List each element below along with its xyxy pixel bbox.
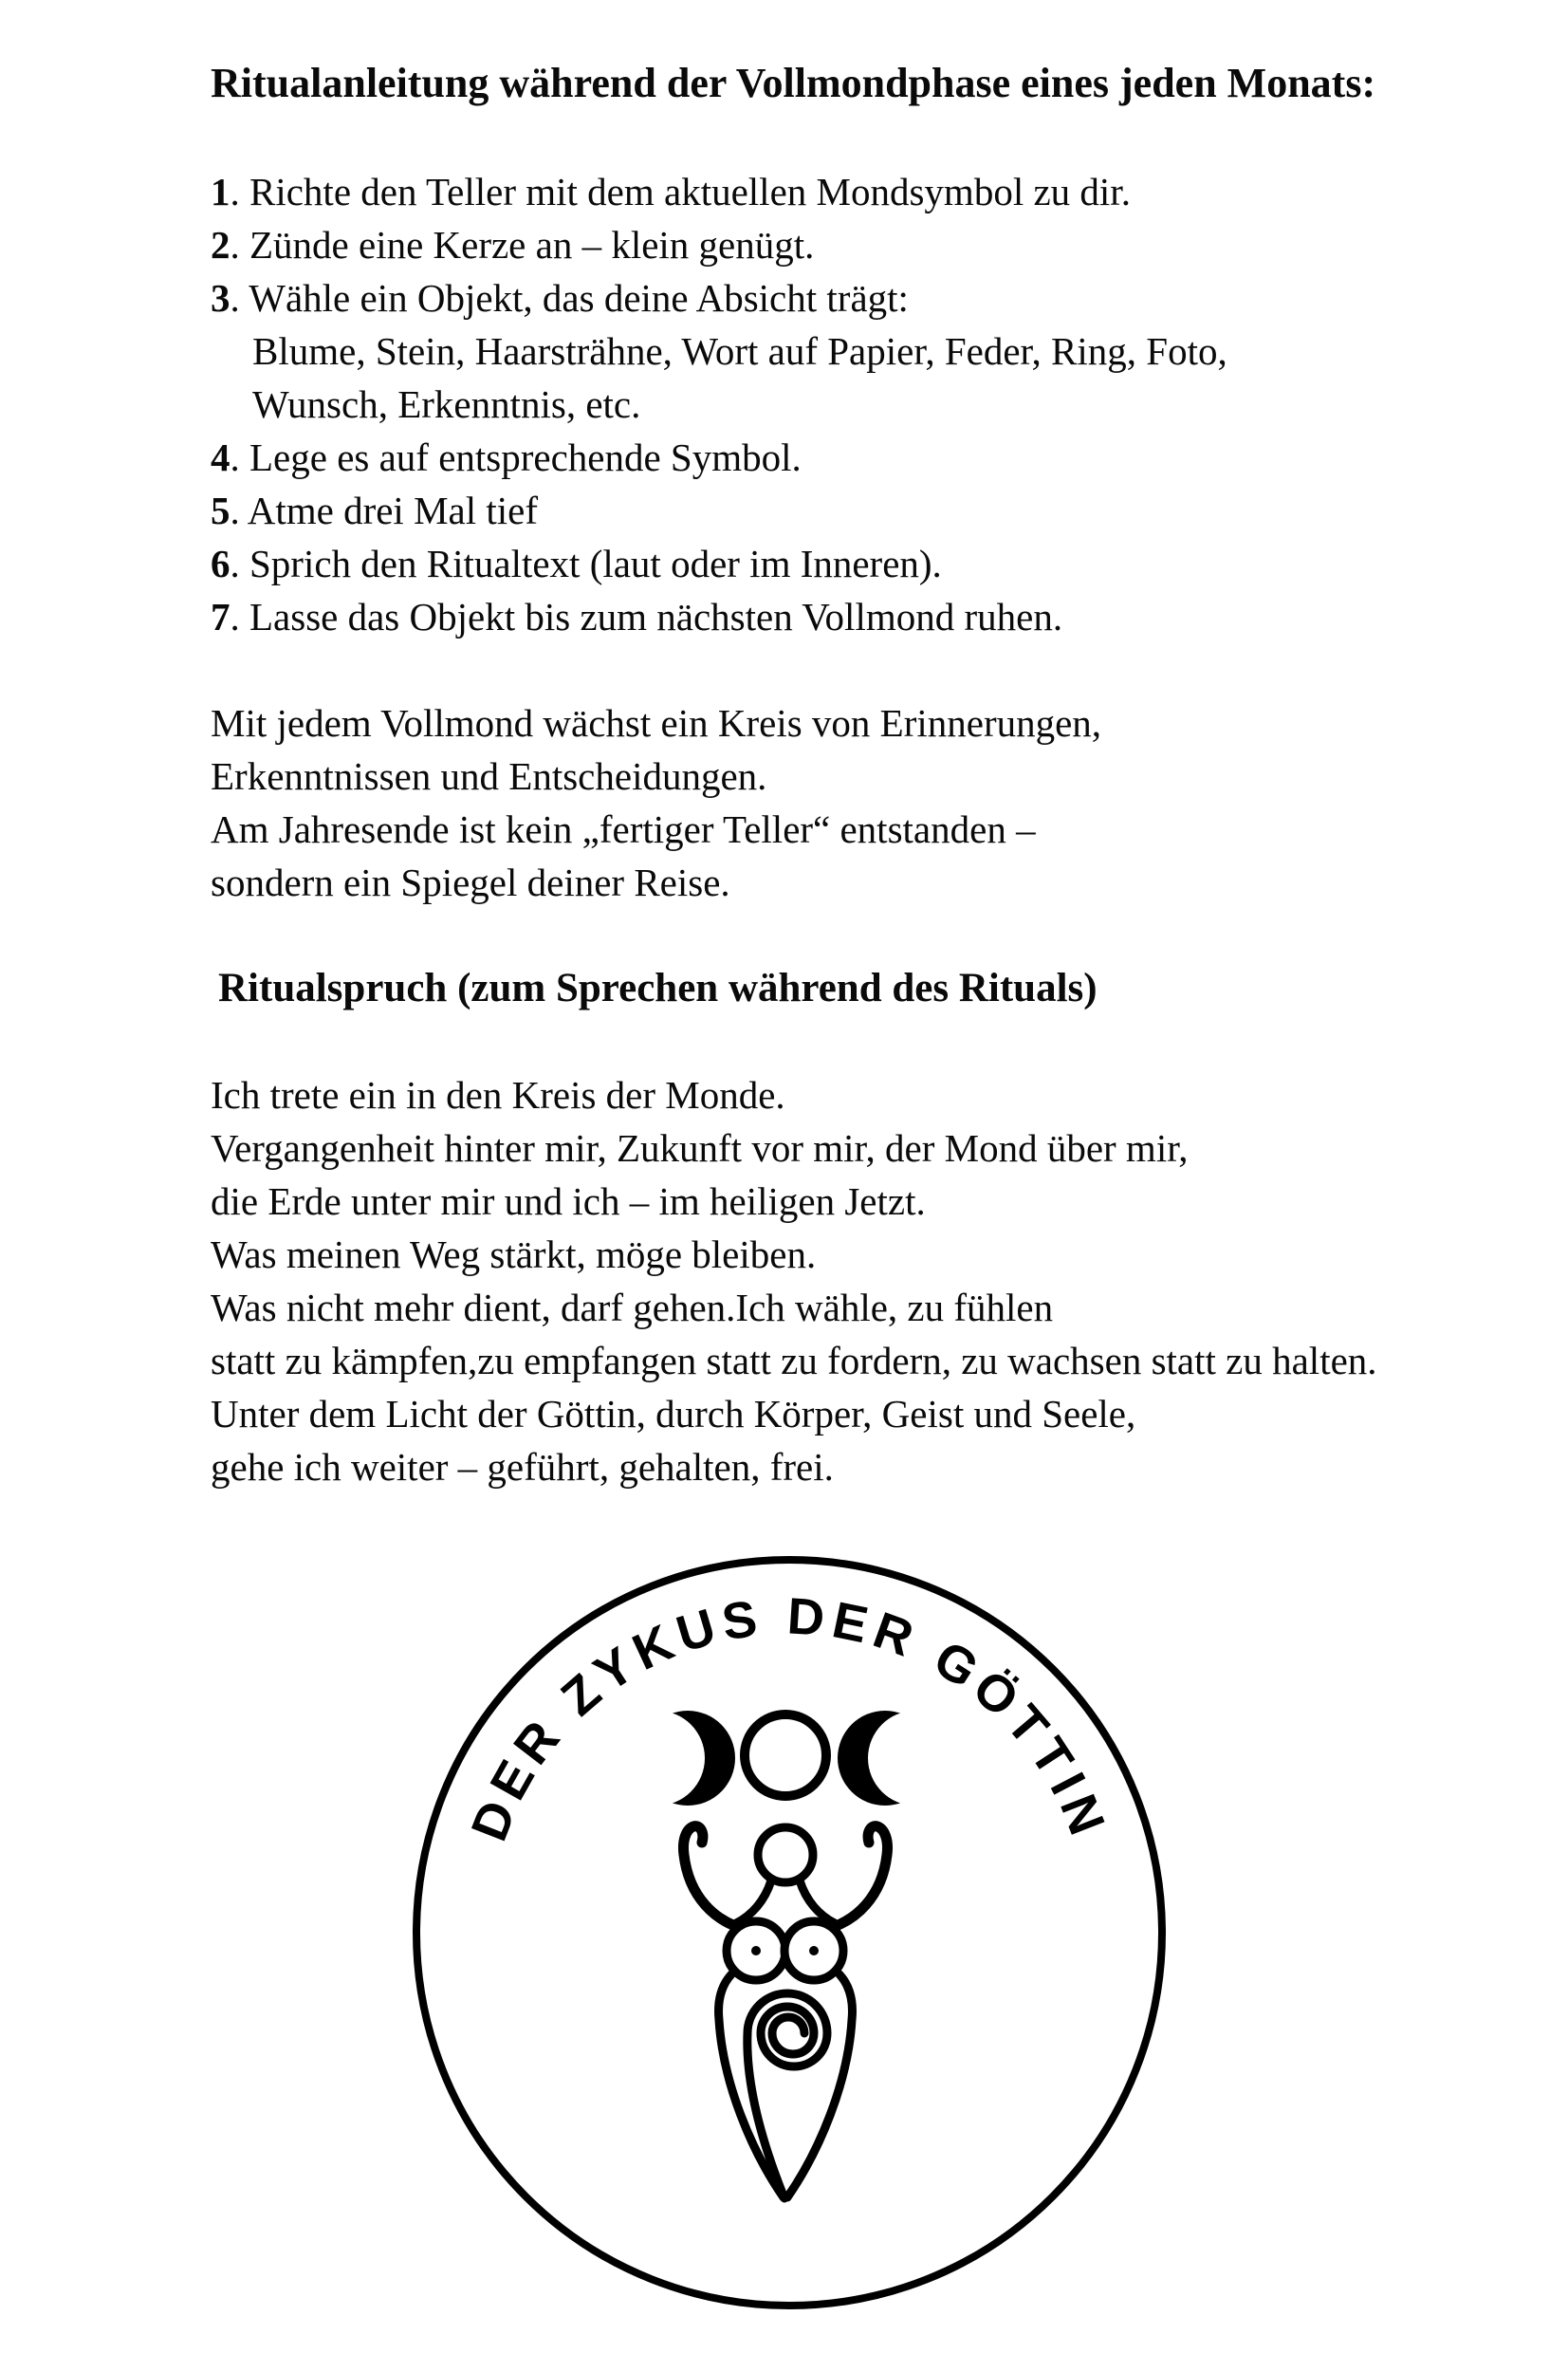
step-number: 6 bbox=[211, 542, 231, 585]
step-line bbox=[211, 271, 1227, 324]
step-line bbox=[211, 590, 1227, 643]
full-moon-icon bbox=[745, 1714, 826, 1796]
waning-crescent-icon bbox=[838, 1711, 963, 1806]
step-text: . Sprich den Ritualtext (laut oder im Inneren). bbox=[230, 542, 942, 585]
paragraph-line: sondern ein Spiegel deiner Reise. bbox=[211, 861, 730, 904]
step-number: 5 bbox=[211, 489, 231, 532]
verse-line: Was meinen Weg stärkt, möge bleiben. bbox=[211, 1232, 817, 1276]
step-text: . Atme drei Mal tief bbox=[230, 489, 538, 532]
goddess-cycle-logo-svg bbox=[408, 1551, 1176, 2320]
step-line bbox=[211, 484, 1227, 537]
step-continuation-line: Wunsch, Erkenntnis, etc. bbox=[252, 382, 641, 426]
goddess-right-arm bbox=[820, 1826, 888, 1931]
verse-line: Was nicht mehr dient, darf gehen.Ich wähle, zu fühlen bbox=[211, 1286, 1054, 1329]
logo-arc-text: DER ZYKUS DER GÖTTIN bbox=[460, 1587, 1118, 1849]
step-text: . Lege es auf entsprechende Symbol. bbox=[230, 435, 802, 479]
verse-line: Ich trete ein in den Kreis der Monde. bbox=[211, 1073, 785, 1117]
goddess-head bbox=[758, 1827, 813, 1882]
waxing-crescent-icon bbox=[610, 1711, 735, 1806]
paragraph-line: Mit jedem Vollmond wächst ein Kreis von Erinnerungen, bbox=[211, 701, 1102, 745]
verse-line: Unter dem Licht der Göttin, durch Körper, Geist und Seele, bbox=[211, 1392, 1136, 1436]
goddess-belly-spiral bbox=[747, 1993, 827, 2198]
verse-line: Vergangenheit hinter mir, Zukunft vor mir, der Mond über mir, bbox=[211, 1126, 1189, 1170]
ritual-speech-heading: Ritualspruch (zum Sprechen während des Rituals) bbox=[218, 966, 1098, 1010]
verse-line: statt zu kämpfen,zu empfangen statt zu fordern, zu wachsen statt zu halten. bbox=[211, 1339, 1377, 1382]
paragraph-line: Am Jahresende ist kein „fertiger Teller“ entstanden – bbox=[211, 807, 1036, 851]
step-text: . Zünde eine Kerze an – klein genügt. bbox=[230, 223, 815, 267]
step-line bbox=[211, 218, 1227, 271]
step-number: 2 bbox=[211, 223, 231, 267]
step-text: . Wähle ein Objekt, das deine Absicht trägt: bbox=[230, 276, 909, 320]
step-number: 7 bbox=[211, 595, 231, 639]
goddess-right-shoulder bbox=[800, 1881, 835, 1923]
step-line bbox=[211, 537, 1227, 590]
verse-line: die Erde unter mir und ich – im heiligen Jetzt. bbox=[211, 1179, 926, 1223]
verse-line: gehe ich weiter – geführt, gehalten, frei. bbox=[211, 1445, 834, 1489]
step-number: 1 bbox=[211, 170, 231, 213]
step-text: . Lasse das Objekt bis zum nächsten Vollmond ruhen. bbox=[230, 595, 1063, 639]
paragraph-line: Erkenntnissen und Entscheidungen. bbox=[211, 754, 767, 798]
goddess-cycle-logo bbox=[408, 1551, 1176, 2320]
goddess-right-breast-dot bbox=[809, 1946, 819, 1955]
spiral-goddess-figure bbox=[683, 1826, 887, 2198]
step-line bbox=[211, 165, 1227, 218]
step-number: 4 bbox=[211, 435, 231, 479]
step-number: 3 bbox=[211, 276, 231, 320]
closing-paragraph bbox=[211, 696, 1101, 909]
step-text: . Richte den Teller mit dem aktuellen Mondsymbol zu dir. bbox=[230, 170, 1131, 213]
goddess-left-breast-dot bbox=[751, 1946, 761, 1955]
step-list bbox=[211, 165, 1227, 643]
goddess-left-arm bbox=[683, 1826, 751, 1931]
step-continuation-line: Blume, Stein, Haarsträhne, Wort auf Papier, Feder, Ring, Foto, bbox=[252, 329, 1227, 373]
step-line bbox=[211, 431, 1227, 484]
goddess-left-shoulder bbox=[736, 1881, 771, 1923]
page-title: Ritualanleitung während der Vollmondphase eines jeden Monats: bbox=[211, 60, 1376, 106]
ritual-verse bbox=[211, 1068, 1377, 1493]
